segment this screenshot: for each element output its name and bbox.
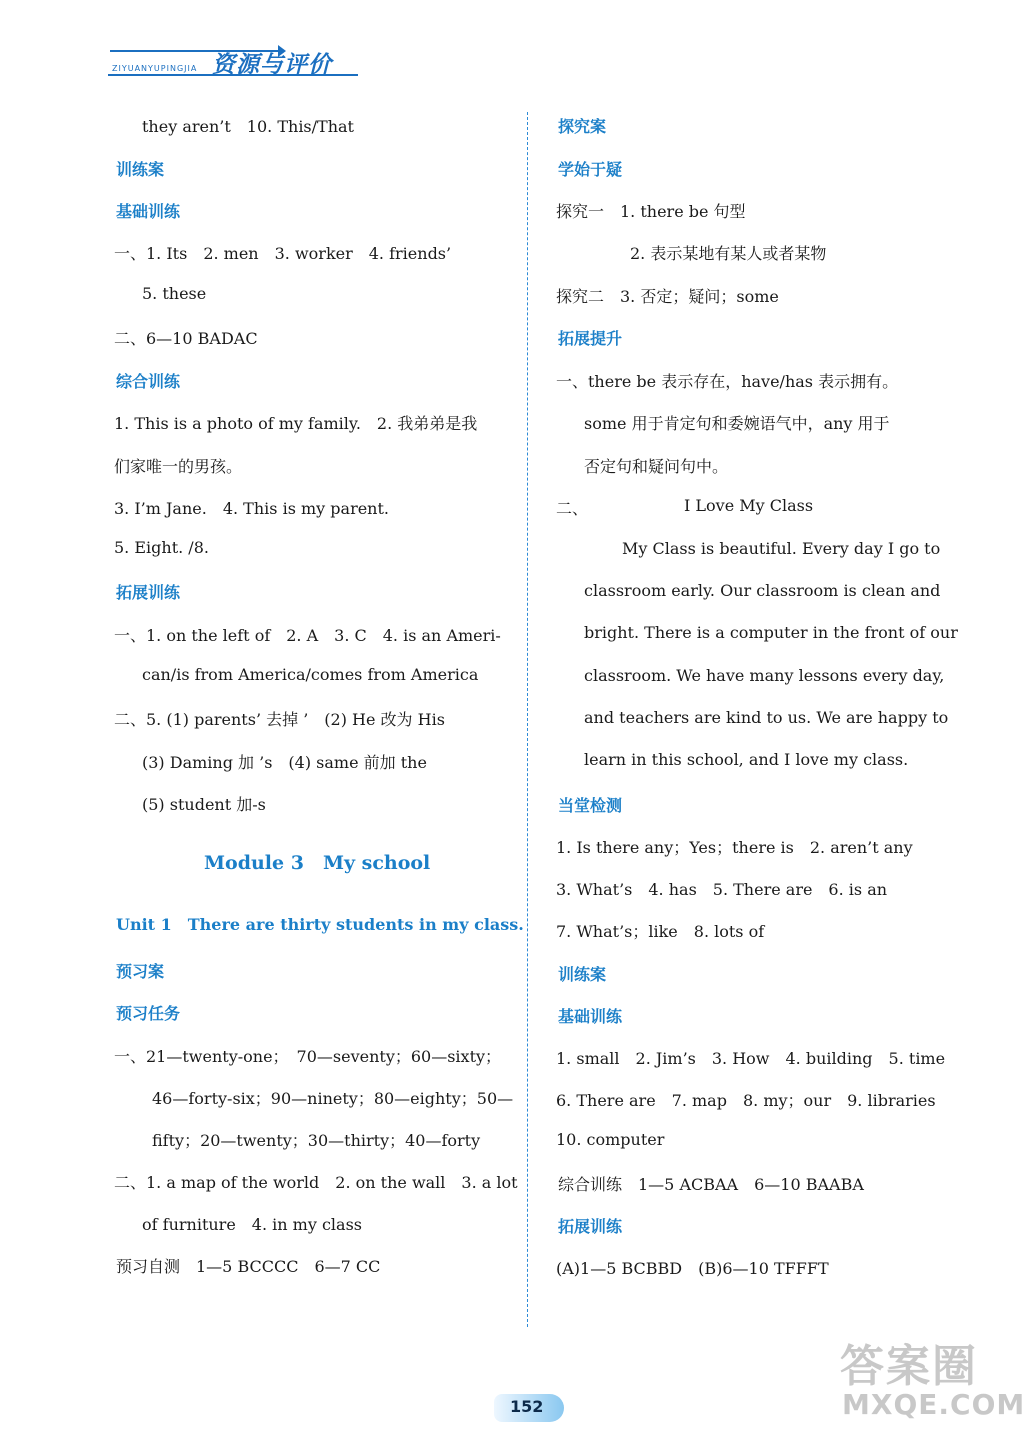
answer-line: they aren’t 10. This/That (142, 117, 354, 136)
page-number-badge (494, 1394, 564, 1422)
section-heading: 基础训练 (558, 1007, 623, 1026)
answer-line: (A)1—5 BCBBD (B)6—10 TFFFT (556, 1259, 829, 1278)
essay-line: classroom. We have many lessons every day, (584, 666, 945, 685)
answer-line: 预习自测 1—5 BCCCC 6—7 CC (116, 1257, 381, 1276)
answer-line: 一、1. Its 2. men 3. worker 4. friends’ (114, 244, 452, 263)
answer-line: 1. Is there any；Yes；there is 2. aren’t any (556, 838, 913, 857)
essay-line: classroom early. Our classroom is clean and (584, 581, 941, 600)
answer-line: 1. small 2. Jim’s 3. How 4. building 5. time (556, 1049, 946, 1068)
answer-line: fifty；20—twenty；30—thirty；40—forty (152, 1131, 481, 1150)
section-heading: 训练案 (558, 965, 607, 984)
answer-line: 一、there be 表示存在，have/has 表示拥有。 (556, 372, 899, 391)
essay-title: I Love My Class (684, 496, 814, 515)
answer-line: of furniture 4. in my class (142, 1215, 362, 1234)
answer-line: 探究一 1. there be 句型 (556, 202, 746, 221)
answer-line: 1. This is a photo of my family. 2. 我弟弟是我 (114, 414, 478, 433)
answer-line: 一、21—twenty-one； 70—seventy；60—sixty； (114, 1047, 502, 1066)
answer-line: 5. Eight. /8. (114, 538, 209, 557)
answer-line: 6. There are 7. map 8. my；our 9. libraries (556, 1091, 936, 1110)
watermark-logo (840, 1330, 1025, 1430)
section-heading: 综合训练 (116, 372, 181, 391)
answer-line: 二、1. a map of the world 2. on the wall 3. a lot (114, 1173, 518, 1192)
book-header (100, 44, 370, 84)
answer-line: can/is from America/comes from America (142, 665, 479, 684)
answer-line: 7. What’s；like 8. lots of (556, 922, 765, 941)
essay-line: bright. There is a computer in the front of our (584, 623, 958, 642)
watermark-text: 答案圈 (840, 1341, 978, 1392)
answer-line: 探究二 3. 否定；疑问；some (556, 287, 779, 306)
page-number: 152 (510, 1397, 544, 1416)
answer-line: 综合训练 1—5 ACBAA 6—10 BAABA (558, 1175, 864, 1194)
section-heading: 探究案 (558, 117, 607, 136)
essay-line: learn in this school, and I love my class. (584, 750, 909, 769)
answer-line: 二、5. (1) parents’ 去掉 ’ (2) He 改为 His (114, 710, 445, 729)
answer-line: 们家唯一的男孩。 (114, 457, 243, 476)
section-heading: 预习案 (116, 962, 165, 981)
answer-line: 10. computer (556, 1130, 665, 1149)
essay-line: My Class is beautiful. Every day I go to (622, 539, 941, 558)
answer-line: (3) Daming 加 ’s (4) same 前加 the (142, 753, 427, 772)
answer-line: 3. What’s 4. has 5. There are 6. is an (556, 880, 888, 899)
section-heading: 拓展提升 (558, 329, 623, 348)
watermark-url: MXQE.COM (842, 1388, 1025, 1421)
header-title: 资源与评价 (212, 52, 332, 78)
header-subtitle: ZIYUANYUPINGJIA (112, 64, 198, 73)
section-heading: 拓展训练 (558, 1217, 623, 1236)
column-divider (527, 112, 528, 1327)
answer-line: 5. these (142, 284, 207, 303)
section-heading: 训练案 (116, 160, 165, 179)
answer-line: (5) student 加-s (142, 795, 266, 814)
answer-line: 2. 表示某地有某人或者某物 (630, 244, 827, 263)
answer-line: 否定句和疑问句中。 (584, 457, 729, 476)
module-title: Module 3 My school (204, 852, 431, 874)
answer-line: 二、6—10 BADAC (114, 329, 258, 348)
answer-line: some 用于肯定句和委婉语气中，any 用于 (584, 414, 890, 433)
answer-line: 46—forty-six；90—ninety；80—eighty；50— (152, 1089, 514, 1108)
section-heading: 当堂检测 (558, 796, 623, 815)
unit-title: Unit 1 There are thirty students in my class. (116, 915, 524, 934)
essay-line: and teachers are kind to us. We are happy to (584, 708, 949, 727)
answer-line: 3. I’m Jane. 4. This is my parent. (114, 499, 390, 518)
section-heading: 拓展训练 (116, 583, 181, 602)
section-heading: 基础训练 (116, 202, 181, 221)
section-heading: 学始于疑 (558, 160, 623, 179)
answer-line: 一、1. on the left of 2. A 3. C 4. is an Ameri- (114, 626, 501, 645)
section-heading: 预习任务 (116, 1004, 181, 1023)
answer-line: 二、 (556, 499, 589, 518)
